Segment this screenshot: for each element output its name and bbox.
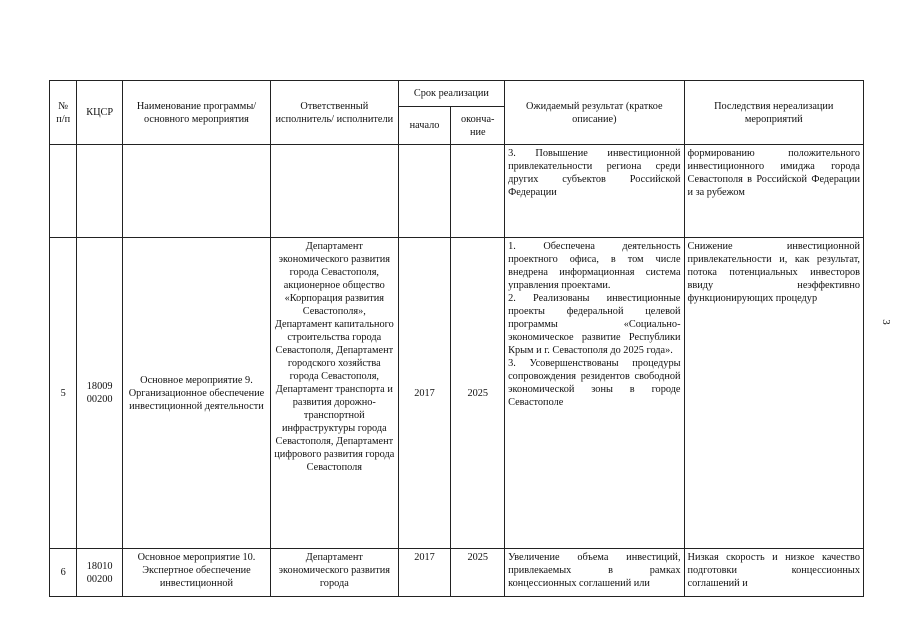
cell-start: 2017 — [398, 549, 451, 597]
cell-num: 6 — [50, 549, 77, 597]
header-term: Срок реализации — [398, 81, 504, 107]
page-number: 3 — [879, 319, 892, 325]
cell-kcsr: 18009 00200 — [77, 238, 123, 549]
cell-consequences: Снижение инвестиционной привлекательности и, как результат, потока потенциальных инвесторов ввиду неэффективно функционирующих процедур — [684, 238, 863, 549]
table-row — [50, 549, 864, 597]
header-row-1 — [50, 81, 864, 107]
table-row — [50, 145, 864, 238]
cell-consequences: формированию положительного инвестиционного имиджа города Севастополя в Российской Федерации и за рубежом — [684, 145, 863, 238]
cell-start: 2017 — [398, 238, 451, 549]
cell-start — [398, 145, 451, 238]
header-executor: Ответственный исполнитель/ исполнители — [270, 81, 398, 145]
cell-name: Основное мероприятие 10. Экспертное обеспечение инвестиционной — [122, 549, 270, 597]
table-row — [50, 238, 864, 549]
header-end: оконча-ние — [451, 107, 505, 145]
header-num: № п/п — [50, 81, 77, 145]
cell-kcsr: 18010 00200 — [77, 549, 123, 597]
program-table — [49, 80, 864, 597]
cell-end: 2025 — [451, 549, 505, 597]
cell-executor: Департамент экономического развития города Севастополя, акционерное общество «Корпорация развития Севастополя», Департамент капитального строительства города Севастополя, Департамент городского хозяйства города Севастополя, Департамент транспорта и развития дорожно-транспортной инфраструктуры города Севастополя, Департамент цифрового развития города Севастополя — [270, 238, 398, 549]
cell-end — [451, 145, 505, 238]
header-result: Ожидаемый результат (краткое описание) — [505, 81, 684, 145]
cell-num — [50, 145, 77, 238]
cell-name — [122, 145, 270, 238]
cell-result: 1. Обеспечена деятельность проектного офиса, в том числе внедрена информационная система управления проектами. 2. Реализованы инвестиционные проекты федеральной целевой программы «Социально-экономическое развитие Республики Крым и г. Севастополя до 2025 года». 3. Усовершенствованы процедуры сопровождения резидентов свободной экономической зоны в городе Севастополе — [505, 238, 684, 549]
cell-result: Увеличение объема инвестиций, привлекаемых в рамках концессионных соглашений или — [505, 549, 684, 597]
cell-result: 3. Повышение инвестиционной привлекательности региона среди других субъектов Российской Федерации — [505, 145, 684, 238]
cell-num: 5 — [50, 238, 77, 549]
header-consequences: Последствия нереализации мероприятий — [684, 81, 863, 145]
cell-kcsr — [77, 145, 123, 238]
cell-executor — [270, 145, 398, 238]
header-name: Наименование программы/основного мероприятия — [122, 81, 270, 145]
cell-name: Основное мероприятие 9. Организационное обеспечение инвестиционной деятельности — [122, 238, 270, 549]
cell-consequences: Низкая скорость и низкое качество подготовки концессионных соглашений и — [684, 549, 863, 597]
header-start: начало — [398, 107, 451, 145]
cell-executor: Департамент экономического развития города — [270, 549, 398, 597]
header-kcsr: КЦСР — [77, 81, 123, 145]
cell-end: 2025 — [451, 238, 505, 549]
